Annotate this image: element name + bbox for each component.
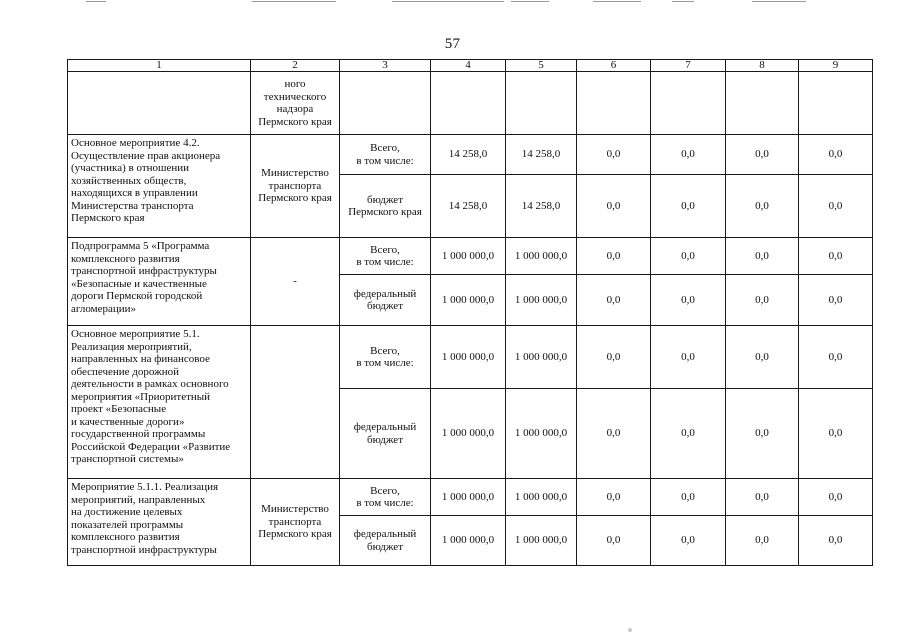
table-row xyxy=(68,72,873,135)
value-cell: 0,0 xyxy=(651,516,726,566)
executor-cell: Министерство транспорта Пермского края xyxy=(251,135,340,238)
value-cell: 14 258,0 xyxy=(431,135,506,175)
value-cell xyxy=(651,72,726,135)
value-cell: 0,0 xyxy=(799,516,873,566)
program-name-cell: Мероприятие 5.1.1. Реализация мероприятий, направленных на достижение целевых показателей программы комплексного развития транспортной инфраструктуры xyxy=(68,479,251,566)
value-cell: 0,0 xyxy=(651,326,726,389)
value-cell xyxy=(799,72,873,135)
value-cell: 1 000 000,0 xyxy=(506,238,577,275)
source-cell xyxy=(340,72,431,135)
page-number: 57 xyxy=(444,36,461,52)
header-cell: 7 xyxy=(651,60,726,72)
value-cell: 0,0 xyxy=(651,135,726,175)
value-cell: 0,0 xyxy=(799,479,873,516)
value-cell: 0,0 xyxy=(577,175,651,238)
header-cell: 5 xyxy=(506,60,577,72)
source-cell: Всего, в том числе: xyxy=(340,326,431,389)
header-cell: 6 xyxy=(577,60,651,72)
value-cell: 0,0 xyxy=(726,275,799,326)
value-cell: 0,0 xyxy=(799,238,873,275)
value-cell: 0,0 xyxy=(651,238,726,275)
value-cell: 1 000 000,0 xyxy=(506,326,577,389)
source-cell: Всего, в том числе: xyxy=(340,238,431,275)
header-cell: 3 xyxy=(340,60,431,72)
value-cell: 0,0 xyxy=(577,389,651,479)
header-cell: 9 xyxy=(799,60,873,72)
value-cell: 1 000 000,0 xyxy=(506,516,577,566)
program-name-cell: Основное мероприятие 4.2. Осуществление прав акционера (участника) в отношении хозяйственных обществ, находящихся в управлении Министерства транспорта Пермского края xyxy=(68,135,251,238)
value-cell: 0,0 xyxy=(726,479,799,516)
executor-cell xyxy=(251,326,340,479)
header-cell: 2 xyxy=(251,60,340,72)
value-cell: 0,0 xyxy=(799,175,873,238)
value-cell: 0,0 xyxy=(577,326,651,389)
value-cell xyxy=(431,72,506,135)
value-cell: 14 258,0 xyxy=(431,175,506,238)
program-name-cell: Основное мероприятие 5.1. Реализация мероприятий, направленных на финансовое обеспечение дорожной деятельности в рамках основного мероприятия «Приоритетный проект «Безопасные и качественные дороги» государственной программы Российской Федерации «Развитие транспортной системы» xyxy=(68,326,251,479)
value-cell: 0,0 xyxy=(799,135,873,175)
program-name-cell xyxy=(68,72,251,135)
value-cell xyxy=(577,72,651,135)
program-name-cell: Подпрограмма 5 «Программа комплексного развития транспортной инфраструктуры «Безопасные и качественные дороги Пермской городской агломерации» xyxy=(68,238,251,326)
value-cell: 0,0 xyxy=(799,389,873,479)
executor-cell: ного технического надзора Пермского края xyxy=(251,72,340,135)
value-cell: 0,0 xyxy=(577,135,651,175)
value-cell: 0,0 xyxy=(726,516,799,566)
value-cell: 0,0 xyxy=(799,275,873,326)
value-cell: 0,0 xyxy=(726,389,799,479)
scan-speck xyxy=(628,628,632,632)
table-row xyxy=(68,479,873,516)
table-row xyxy=(68,238,873,275)
value-cell: 1 000 000,0 xyxy=(506,389,577,479)
source-cell: федеральный бюджет xyxy=(340,516,431,566)
value-cell: 0,0 xyxy=(726,326,799,389)
scan-top-marks xyxy=(0,0,905,6)
value-cell: 0,0 xyxy=(799,326,873,389)
value-cell: 0,0 xyxy=(577,516,651,566)
header-cell: 8 xyxy=(726,60,799,72)
column-number-header xyxy=(68,60,873,72)
source-cell: Всего, в том числе: xyxy=(340,479,431,516)
executor-cell: - xyxy=(251,238,340,326)
source-cell: Всего, в том числе: xyxy=(340,135,431,175)
value-cell: 1 000 000,0 xyxy=(431,479,506,516)
value-cell: 1 000 000,0 xyxy=(506,479,577,516)
value-cell: 0,0 xyxy=(726,135,799,175)
value-cell: 0,0 xyxy=(651,175,726,238)
value-cell xyxy=(506,72,577,135)
executor-cell: Министерство транспорта Пермского края xyxy=(251,479,340,566)
value-cell: 1 000 000,0 xyxy=(431,275,506,326)
value-cell: 0,0 xyxy=(651,479,726,516)
value-cell: 14 258,0 xyxy=(506,135,577,175)
source-cell: бюджет Пермского края xyxy=(340,175,431,238)
value-cell: 0,0 xyxy=(577,238,651,275)
value-cell: 1 000 000,0 xyxy=(431,238,506,275)
value-cell: 0,0 xyxy=(651,389,726,479)
value-cell: 1 000 000,0 xyxy=(431,516,506,566)
source-cell: федеральный бюджет xyxy=(340,275,431,326)
value-cell: 14 258,0 xyxy=(506,175,577,238)
value-cell: 0,0 xyxy=(577,275,651,326)
header-cell: 1 xyxy=(68,60,251,72)
value-cell: 0,0 xyxy=(577,479,651,516)
value-cell: 0,0 xyxy=(726,238,799,275)
value-cell xyxy=(726,72,799,135)
value-cell: 0,0 xyxy=(726,175,799,238)
value-cell: 1 000 000,0 xyxy=(506,275,577,326)
table-row xyxy=(68,326,873,389)
budget-table xyxy=(67,59,873,566)
source-cell: федеральный бюджет xyxy=(340,389,431,479)
value-cell: 1 000 000,0 xyxy=(431,389,506,479)
value-cell: 1 000 000,0 xyxy=(431,326,506,389)
value-cell: 0,0 xyxy=(651,275,726,326)
header-cell: 4 xyxy=(431,60,506,72)
table-row xyxy=(68,135,873,175)
